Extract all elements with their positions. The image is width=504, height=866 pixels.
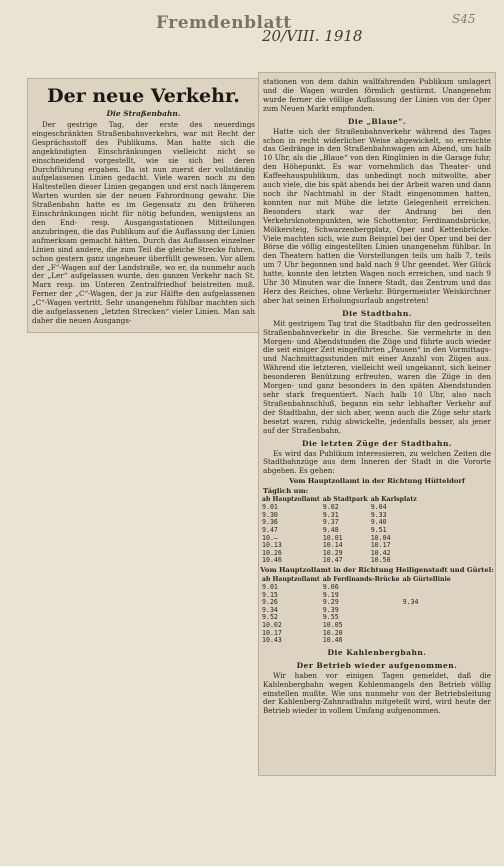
time-cell: 10.47	[322, 556, 343, 565]
time-cell: 10.05	[322, 620, 343, 629]
col-header: ab Karlsplatz	[370, 496, 417, 504]
time-cell: 9.47	[262, 526, 278, 535]
table-row	[262, 592, 454, 600]
table-row	[262, 607, 454, 615]
time-cell: 10.04	[370, 533, 391, 542]
left-column	[27, 78, 260, 333]
time-cell: 9.01	[262, 503, 278, 512]
time-cell: 10.43	[262, 636, 282, 645]
table-row	[262, 637, 454, 645]
time-cell: 10.—	[262, 533, 278, 542]
time-cell: 9.31	[322, 510, 339, 519]
table-row	[262, 599, 454, 607]
table-row	[262, 557, 420, 565]
time-cell: 10.29	[322, 548, 343, 557]
table-row	[262, 622, 454, 630]
time-cell: 10.42	[370, 548, 391, 557]
kahlenberg-heading: Die Kahlenbergbahn.	[327, 647, 427, 657]
time-cell: 10.14	[322, 541, 343, 550]
newspaper-title: Fremdenblatt	[156, 13, 292, 33]
time-cell: 9.06	[322, 583, 339, 591]
time-cell: 10.17	[370, 541, 391, 550]
table-row	[262, 584, 454, 592]
time-cell: 10.13	[262, 541, 282, 550]
table-row	[262, 630, 454, 638]
letzte-heading: Die letzten Züge der Stadtbahn.	[301, 438, 453, 448]
table-row	[262, 512, 420, 520]
article-subhead: Die Straßenbahn.	[106, 109, 181, 118]
blaue-paragraph: Hatte sich der Straßenbahnverkehr während des Tages schon in recht widerlicher Weise abgewickelt, so erreichte das Gedränge in den Straßenbahnwagen am Abend, um halb 10 Uhr, als die „Blaue“ von den Ringlinien in die Garage fuhr, den Höhepunkt. Es war vornehmlich das Theater- und Kaffeehauspublikum, das unbedingt noch mitwollte, aber auch viele, die bis spät abends bei der Arbeit waren und dann noch ihr Nachtmahl in der Stadt eingenommen hatten, konnten nur mit Mühe die letzte Gelegenheit erreichen. Besonders stark war der Andrang bei den Verkehrsknotenpunkten, wie Schottentor, Ferdinandsbrücke, Mölkersteig, Schwarzenbergplatz, Oper und Kettenbrücke. Viele machten sich, wie zum Beispiel bei der Oper und bei der Börse die völlig eingestellten Linien unangenehm fühlbar. In den Theatern hatten die Vorstellungen teils um halb 7, teils um 7 Uhr begonnen und bald nach 9 Uhr geendet. Wer Glück hatte, konnte den letzten Wagen noch erreichen, und nach 9 Uhr 30 Minuten war die Innere Stadt, das Zentrum und das Herz des Reiches, ohne Verkehr. Bürgermeister Weiskirchner aber hat seinen Erholungsurlaub angetreten!	[263, 126, 491, 305]
page-number: S45	[452, 12, 476, 26]
kahlenberg-subheading: Der Betrieb wieder aufgenommen.	[296, 660, 458, 670]
time-cell: 9.01	[262, 583, 278, 591]
time-cell: 9.51	[370, 526, 387, 535]
timetable-heiligenstadt	[262, 576, 454, 645]
time-cell: 9.40	[370, 518, 387, 527]
time-cell: 9.04	[370, 503, 387, 512]
right-paragraph-top: stationen von dem dahin wallfahrenden Publikum umlagert und die Wagen wurden förmlich gestürmt. Unangenehm wurde ferner die völlige Auflassung der Linien von der Oper zum Neuen Markt empfunden.	[263, 77, 491, 113]
time-cell: 9.34	[262, 605, 278, 614]
blaue-heading: Die „Blaue“.	[347, 116, 407, 126]
time-cell: 10.46	[322, 636, 343, 645]
time-cell: 9.55	[322, 613, 339, 622]
time-cell	[403, 614, 454, 622]
time-cell: 9.30	[262, 510, 278, 519]
time-cell: 9.36	[262, 518, 278, 527]
time-cell: 10.02	[262, 620, 282, 629]
time-cell: 10.50	[370, 556, 391, 565]
time-cell: 10.26	[262, 548, 282, 557]
route2-title: Vom Hauptzollamt in der Richtung Heiligenstadt und Gürtel:	[260, 566, 494, 574]
handwritten-date: 20/VIII. 1918	[262, 27, 363, 45]
col-header: ab Hauptzollamt	[262, 496, 320, 504]
stadtbahn-heading: Die Stadtbahn.	[342, 308, 412, 318]
timetable-hutteldorf	[262, 496, 420, 565]
letzte-intro: Es wird das Publikum interessieren, zu welchen Zeiten die Stadtbahnzüge aus dem Inneren der Stadt in die Vororte abgehen. Es gehen:	[263, 448, 491, 476]
route1-title: Vom Hauptzollamt in der Richtung Hütteldorf	[289, 477, 465, 486]
col-header: ab Stadtpark	[322, 496, 368, 504]
time-cell: 9.29	[322, 598, 339, 607]
time-cell	[403, 607, 454, 615]
time-cell	[403, 622, 454, 630]
time-cell	[403, 630, 454, 638]
time-cell: 9.37	[322, 518, 339, 527]
time-cell	[403, 637, 454, 645]
time-cell: 9.33	[370, 510, 387, 519]
col-header: ab Ferdinands-Brücke	[322, 576, 400, 583]
table-row	[262, 519, 420, 527]
time-cell: 9.52	[262, 613, 278, 622]
kahlenberg-paragraph: Wir haben vor einigen Tagen gemeldet, daß die Kahlenbergbahn wegen Kohlenmangels den Betrieb völlig einstellen mußte. Wie uns nunmehr von der Betriebsleitung der Kahlenberg-Zahnradbahn mitgeteilt wird, wird heute der Betrieb wieder in vollem Umfang aufgenommen.	[263, 670, 491, 716]
time-cell	[403, 584, 454, 592]
time-cell: 9.15	[262, 590, 278, 599]
table-row	[262, 504, 420, 512]
time-cell: 10.01	[322, 533, 343, 542]
time-cell: 9.19	[322, 590, 339, 599]
stadtbahn-paragraph: Mit gestrigem Tag trat die Stadtbahn für den gedrosselten Straßenbahnverkehr in die Bresche. Sie vermehrte in den Morgen- und Abendstunden die Züge und führte auch wieder die seit einiger Zeit eingeführten „Pausen“ in den Vormittags- und Nachmittagsstunden mit einer Anzahl von Zügen aus. Während die letzteren, vielleicht weil ungekannt, sich keiner besonderen Benützung erfreuten, waren die Züge in den Morgen- und ganz besonders in den späten Abendstunden sehr stark frequentiert. Nach halb 10 Uhr, also nach Straßenbahnschluß, begann ein sehr lebhafter Verkehr auf der Stadtbahn, der sich aber, wenn auch die Züge sehr stark besetzt waren, ruhig abwickelte, jedenfalls besser, als jener auf der Straßenbahn.	[263, 318, 491, 435]
col-header: ab Hauptzollamt	[262, 576, 320, 583]
time-cell: 9.34	[402, 598, 419, 607]
time-cell: 9.39	[322, 605, 339, 614]
article-headline: Der neue Verkehr.	[47, 85, 240, 107]
time-cell: 10.46	[262, 556, 282, 565]
time-cell: 9.02	[322, 503, 339, 512]
time-cell: 10.20	[322, 628, 343, 637]
time-cell: 10.17	[262, 628, 282, 637]
route1-label: Täglich um:	[263, 487, 309, 496]
time-cell: 9.26	[262, 598, 278, 607]
table-row	[262, 614, 454, 622]
left-paragraph: Der gestrige Tag, der erste des neuerdings eingeschränkten Straßenbahnverkehrs, war mit Recht der Gesprächsstoff des Publikums. Man hatte sich die angekündigten Einschränkungen vielleicht nicht so einschneidend vorgestellt, wie sie sich bei deren Durchführung ergaben. Da ist nun zuerst der vollständig aufgelassenen Linien gedacht. Viele waren noch zu den Haltestellen dieser Linien gegangen und erst nach längerem Warten wurden sie der neuen Fahrordnung gewahr. Die Straßenbahn hatte es im Gegensatz zu den früheren Einschränkungen nicht für nötig befunden, wenigstens an den End- resp. Ausgangsstationen Mitteilungen anzubringen, die das Publikum auf die Auflassung der Linien aufmerksam gemacht hätten. Durch das Auflassen einzelner Linien sind andere, die zum Teil die gleiche Strecke fuhren, schon gestern ganz ungeheuer überfüllt gewesen. Vor allem der „F“-Wagen auf der Landstraße, wo er, da nunmehr auch der „Ler“ aufgelassen wurde, den ganzen Verkehr nach St. Marx resp. im Unteren Zentralfriedhof beistreiten muß. Ferner der „C“-Wagen, der ja zur Hälfte den aufgelassenen „C“-Wagen vertritt. Sehr unangenehm fühlbar machten sich die aufgelassenen „letzten Strecken“ vieler Linien. Man sah daher die neuen Ausgangs-	[32, 120, 255, 325]
right-column	[258, 72, 496, 776]
time-cell: 9.48	[322, 526, 339, 535]
col-header: ab Gürtellinie	[402, 576, 451, 583]
